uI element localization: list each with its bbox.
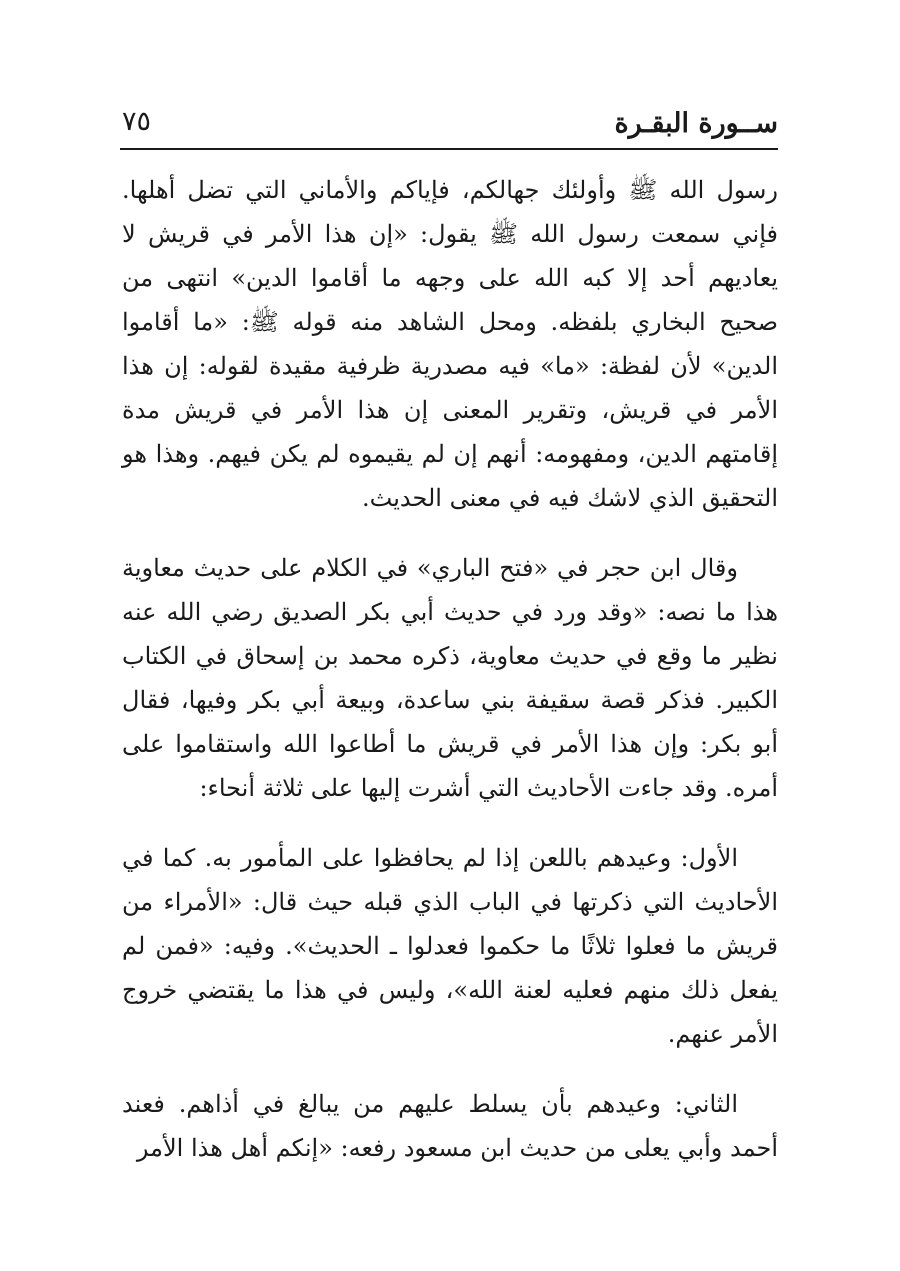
paragraph-2: وقال ابن حجر في «فتح الباري» في الكلام على حديث معاوية هذا ما نصه: «وقد ورد في حديث أبي بكر الصديق رضي الله عنه نظير ما وقع في حديث معاوية، ذكره محمد بن إسحاق في الكتاب الكبير. فذكر قصة سقيفة بني ساعدة، وبيعة أبي بكر وفيها، فقال أبو بكر: وإن هذا الأمر في قريش ما أطاعوا الله واستقاموا على أمره. وقد جاءت الأحاديث التي أشرت إليها على ثلاثة أنحاء:	[122, 554, 778, 802]
paragraph-1: رسول الله ﷺ وأولئك جهالكم، فإياكم والأماني التي تضل أهلها. فإني سمعت رسول الله ﷺ يقول: «إن هذا الأمر في قريش لا يعاديهم أحد إلا كبه الله على وجهه ما أقاموا الدين» انتهى من صحيح البخاري بلفظه. ومحل الشاهد منه قوله ﷺ: «ما أقاموا الدين» لأن لفظة: «ما» فيه مصدرية ظرفية مقيدة لقوله: إن هذا الأمر في قريش، وتقرير المعنى إن هذا الأمر في قريش مدة إقامتهم الدين، ومفهومه: أنهم إن لم يقيموه لم يكن فيهم. وهذا هو التحقيق الذي لاشك فيه في معنى الحديث.	[122, 176, 779, 512]
paragraph-3: الأول: وعيدهم باللعن إذا لم يحافظوا على المأمور به. كما في الأحاديث التي ذكرتها في الباب الذي قبله حيث قال: «الأمراء من قريش ما فعلوا ثلاثًا ما حكموا فعدلوا ـ الحديث». وفيه: «فمن لم يفعل ذلك منهم فعليه لعنة الله»، وليس في هذا ما يقتضي خروج الأمر عنهم.	[122, 844, 778, 1048]
paragraph-gap	[122, 810, 778, 836]
page-number: ٧٥	[122, 106, 152, 137]
page-header	[120, 100, 778, 148]
header-divider	[120, 148, 778, 150]
paragraph-gap	[122, 520, 778, 546]
page-body	[122, 168, 778, 1170]
paragraph-4: الثاني: وعيدهم بأن يسلط عليهم من يبالغ في أذاهم. فعند أحمد وأبي يعلى من حديث ابن مسعود رفعه: «إنكم أهل هذا الأمر	[122, 1090, 778, 1162]
surah-title: ســورة البقـرة	[614, 108, 778, 139]
paragraph-gap	[122, 1056, 778, 1082]
